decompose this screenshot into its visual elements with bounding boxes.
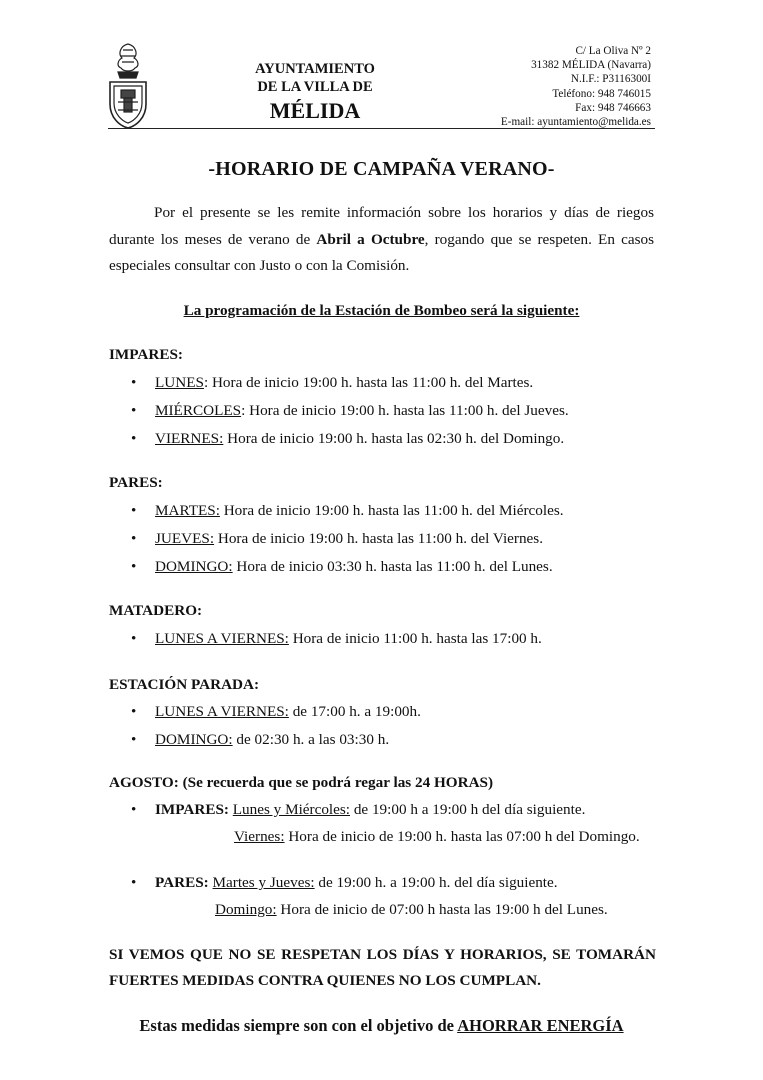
item-day: LUNES bbox=[155, 374, 204, 391]
item-day: Viernes: bbox=[234, 828, 285, 845]
item-day: LUNES A VIERNES: bbox=[155, 630, 289, 647]
item-text: de 19:00 h. a 19:00 h. del día siguiente. bbox=[314, 874, 558, 891]
bullet-icon: • bbox=[131, 402, 137, 419]
bullet-icon: • bbox=[131, 502, 137, 519]
item-text: Hora de inicio 19:00 h. hasta las 11:00 h. del Viernes. bbox=[214, 530, 544, 547]
contact-address: C/ La Oliva Nº 2 bbox=[575, 45, 651, 57]
section-heading-parada: ESTACIÓN PARADA: bbox=[109, 676, 260, 693]
item-text: : Hora de inicio 19:00 h. hasta las 11:00 h. del Jueves. bbox=[241, 402, 569, 419]
list-item-agosto-impares bbox=[131, 801, 585, 819]
bullet-icon: • bbox=[131, 703, 137, 720]
header-divider bbox=[108, 128, 655, 129]
list-subitem bbox=[234, 828, 640, 846]
item-day: DOMINGO: bbox=[155, 731, 233, 748]
item-text: Hora de inicio 03:30 h. hasta las 11:00 h. del Lunes. bbox=[232, 558, 553, 575]
item-text: de 02:30 h. a las 03:30 h. bbox=[232, 731, 390, 748]
closing-statement bbox=[0, 1016, 763, 1036]
section-heading-matadero: MATADERO: bbox=[109, 602, 203, 619]
bullet-icon: • bbox=[131, 558, 137, 575]
bullet-icon: • bbox=[131, 630, 137, 647]
item-text: Hora de inicio 19:00 h. hasta las 02:30 h. del Domingo. bbox=[223, 430, 565, 447]
contact-city: 31382 MÉLIDA (Navarra) bbox=[531, 59, 651, 72]
list-item bbox=[131, 402, 569, 420]
town-crest-logo bbox=[104, 40, 152, 130]
list-item bbox=[131, 430, 564, 448]
list-item-agosto-pares bbox=[131, 874, 558, 892]
bullet-icon: • bbox=[131, 430, 137, 447]
item-day: MARTES: bbox=[155, 502, 220, 519]
organization-name bbox=[230, 60, 400, 123]
list-item bbox=[131, 558, 553, 576]
bullet-icon: • bbox=[131, 530, 137, 547]
intro-part-2: , rogando que se respeten. En casos especiales consultar con Justo o con la Comisión. bbox=[109, 230, 654, 274]
bullet-icon: • bbox=[131, 874, 137, 891]
item-group-label: PARES: bbox=[155, 874, 209, 891]
item-text: Hora de inicio de 19:00 h. hasta las 07:00 h del Domingo. bbox=[284, 828, 640, 845]
schedule-subheading: La programación de la Estación de Bombeo será la siguiente: bbox=[183, 302, 580, 319]
list-item bbox=[131, 630, 542, 648]
document-title: -HORARIO DE CAMPAÑA VERANO- bbox=[208, 158, 555, 180]
contact-email: E-mail: ayuntamiento@melida.es bbox=[500, 116, 651, 129]
list-item bbox=[131, 502, 564, 520]
section-heading-pares: PARES: bbox=[109, 474, 163, 491]
section-heading-agosto: AGOSTO: (Se recuerda que se podrá regar las 24 HORAS) bbox=[109, 774, 494, 791]
contact-phone: Teléfono: 948 746015 bbox=[552, 87, 651, 100]
contact-nif: N.I.F.: P3116300I bbox=[570, 73, 651, 86]
item-day: Lunes y Miércoles: bbox=[232, 801, 351, 818]
org-line-3: MÉLIDA bbox=[269, 98, 361, 123]
item-day: Domingo: bbox=[215, 901, 277, 918]
section-heading-impares: IMPARES: bbox=[109, 346, 183, 363]
list-item bbox=[131, 374, 533, 392]
warning-notice: SI VEMOS QUE NO SE RESPETAN LOS DÍAS Y HORARIOS, SE TOMARÁN FUERTES MEDIDAS CONTRA QUIENES NO LOS CUMPLAN. bbox=[109, 946, 656, 989]
item-text: Hora de inicio de 07:00 h hasta las 19:00 h del Lunes. bbox=[276, 901, 608, 918]
contact-block bbox=[501, 44, 651, 129]
item-group-label: IMPARES: bbox=[155, 801, 229, 818]
intro-part-1: Por el presente se les remite información sobre los horarios y días de riegos durante los meses de verano de bbox=[109, 204, 654, 248]
item-day: JUEVES: bbox=[155, 530, 215, 547]
item-text: Hora de inicio 19:00 h. hasta las 11:00 h. del Miércoles. bbox=[219, 502, 564, 519]
list-subitem bbox=[215, 901, 608, 919]
closing-emphasis: AHORRAR ENERGÍA bbox=[457, 1016, 624, 1035]
item-day: DOMINGO: bbox=[155, 558, 233, 575]
item-text: Hora de inicio 11:00 h. hasta las 17:00 h. bbox=[288, 630, 542, 647]
bullet-icon: • bbox=[131, 731, 137, 748]
intro-paragraph bbox=[109, 200, 654, 280]
item-day: Martes y Jueves: bbox=[212, 874, 315, 891]
item-text: de 17:00 h. a 19:00h. bbox=[288, 703, 421, 720]
closing-text: Estas medidas siempre son con el objetivo de bbox=[139, 1016, 458, 1035]
list-item bbox=[131, 731, 389, 749]
item-day: MIÉRCOLES bbox=[155, 402, 242, 419]
bullet-icon: • bbox=[131, 801, 137, 818]
intro-months: Abril a Octubre bbox=[316, 230, 425, 248]
item-day: VIERNES: bbox=[155, 430, 224, 447]
bullet-icon: • bbox=[131, 374, 137, 391]
org-line-2: DE LA VILLA DE bbox=[257, 79, 373, 95]
org-line-1: AYUNTAMIENTO bbox=[255, 61, 375, 77]
item-day: LUNES A VIERNES: bbox=[155, 703, 289, 720]
contact-fax: Fax: 948 746663 bbox=[575, 101, 651, 114]
item-text: : Hora de inicio 19:00 h. hasta las 11:00 h. del Martes. bbox=[203, 374, 534, 391]
list-item bbox=[131, 703, 421, 721]
item-text: de 19:00 h a 19:00 h del día siguiente. bbox=[350, 801, 586, 818]
list-item bbox=[131, 530, 543, 548]
